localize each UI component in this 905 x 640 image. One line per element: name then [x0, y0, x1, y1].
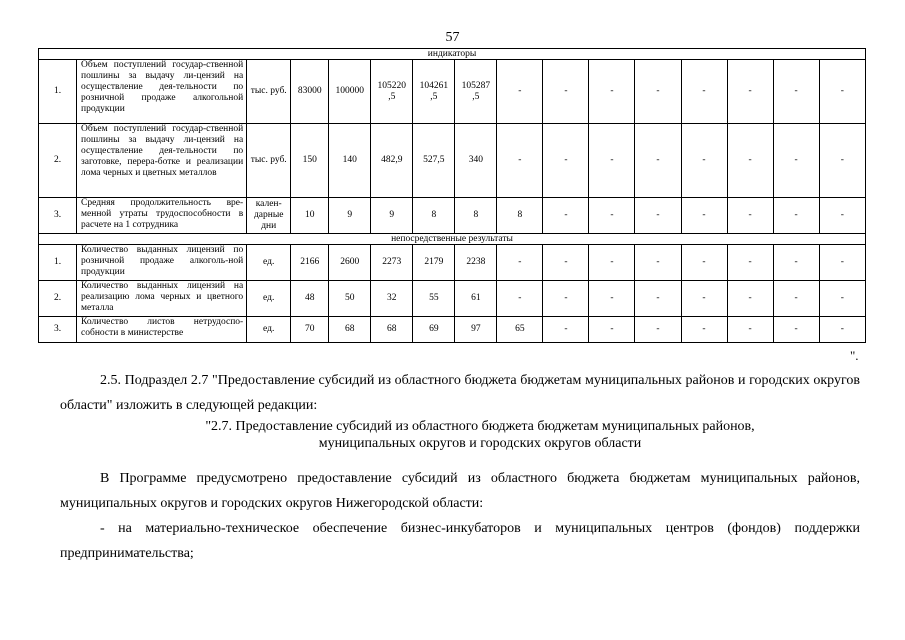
subsection-heading [180, 418, 780, 452]
value-cell: 70 [291, 317, 329, 343]
value-cell: - [773, 198, 819, 234]
value-cell: - [635, 317, 681, 343]
value-cell: - [543, 281, 589, 317]
indicators-table [38, 48, 866, 343]
value-cell: 9 [329, 198, 371, 234]
value-cell: - [543, 124, 589, 198]
value-cell: - [497, 281, 543, 317]
value-cell: - [819, 245, 865, 281]
value-cell: 68 [371, 317, 413, 343]
value-cell: - [589, 124, 635, 198]
row-number: 1. [39, 245, 77, 281]
paragraph-2-5: 2.5. Подраздел 2.7 "Предоставление субсидий из областного бюджета бюджетам муниципальных районов и городских округов области" изложить в следующей редакции: [60, 373, 860, 413]
value-cell: 68 [329, 317, 371, 343]
value-cell: - [819, 198, 865, 234]
value-cell: 482,9 [371, 124, 413, 198]
value-cell: - [635, 245, 681, 281]
section-indicators: индикаторы [39, 49, 866, 60]
paragraph-bullet-incubators: - на материально-техническое обеспечение бизнес-инкубаторов и муниципальных центров (фондов) поддержки предпринимательства; [60, 521, 860, 561]
value-cell: 50 [329, 281, 371, 317]
value-cell: 9 [371, 198, 413, 234]
quote-end: ". [850, 348, 859, 363]
value-cell: 2238 [455, 245, 497, 281]
value-cell: - [681, 317, 727, 343]
value-cell: - [819, 124, 865, 198]
value-cell: 527,5 [413, 124, 455, 198]
row-number: 2. [39, 281, 77, 317]
value-cell: 8 [413, 198, 455, 234]
value-cell: 104261 ,5 [413, 60, 455, 124]
value-cell: 32 [371, 281, 413, 317]
row-name: Объем поступлений государ-ственной пошлины за выдачу ли-цензий на осуществление дея-тельности по заготовке, перера-ботке и реализации лома черных и цветных металлов [77, 124, 247, 198]
value-cell: - [635, 60, 681, 124]
paragraph-program-subsidies: В Программе предусмотрено предоставление субсидий из областного бюджета бюджетам муниципальных районов, муниципальных округов и городских округов Нижегородской области: [60, 471, 860, 511]
value-cell: - [635, 198, 681, 234]
value-cell: - [773, 317, 819, 343]
section-results-row [39, 234, 866, 245]
row-number: 2. [39, 124, 77, 198]
value-cell: - [819, 317, 865, 343]
value-cell: - [589, 281, 635, 317]
table-row [39, 60, 866, 124]
value-cell: - [543, 317, 589, 343]
row-number: 1. [39, 60, 77, 124]
value-cell: - [497, 245, 543, 281]
row-unit: кален-дарные дни [247, 198, 291, 234]
value-cell: - [543, 245, 589, 281]
value-cell: 150 [291, 124, 329, 198]
value-cell: 8 [497, 198, 543, 234]
value-cell: 48 [291, 281, 329, 317]
row-name: Средняя продолжительность вре-менной утраты трудоспособности в расчете на 1 сотрудника [77, 198, 247, 234]
row-name: Количество листов нетрудоспо-собности в министерстве [77, 317, 247, 343]
section-results: непосредственные результаты [39, 234, 866, 245]
value-cell: 340 [455, 124, 497, 198]
value-cell: 2273 [371, 245, 413, 281]
value-cell: - [681, 281, 727, 317]
value-cell: - [727, 60, 773, 124]
value-cell: 69 [413, 317, 455, 343]
value-cell: - [727, 317, 773, 343]
value-cell: - [727, 281, 773, 317]
value-cell: - [773, 124, 819, 198]
value-cell: 83000 [291, 60, 329, 124]
value-cell: - [635, 281, 681, 317]
row-unit: тыс. руб. [247, 60, 291, 124]
row-name: Объем поступлений государ-ственной пошлины за выдачу ли-цензий на осуществление дея-тельности по розничной продаже алкогольной продукции [77, 60, 247, 124]
subsection-heading-line-1: "2.7. Предоставление субсидий из областного бюджета бюджетам муниципальных районов, [205, 419, 755, 434]
row-number: 3. [39, 317, 77, 343]
value-cell: 8 [455, 198, 497, 234]
row-unit: тыс. руб. [247, 124, 291, 198]
value-cell: - [681, 198, 727, 234]
value-cell: 100000 [329, 60, 371, 124]
value-cell: - [819, 281, 865, 317]
row-unit: ед. [247, 245, 291, 281]
value-cell: - [819, 60, 865, 124]
value-cell: 2179 [413, 245, 455, 281]
row-name: Количество выданных лицензий по розничной продаже алкоголь-ной продукции [77, 245, 247, 281]
value-cell: - [589, 245, 635, 281]
table-row [39, 317, 866, 343]
value-cell: - [681, 245, 727, 281]
value-cell: - [543, 198, 589, 234]
subsection-heading-line-2: муниципальных округов и городских округов области [318, 436, 642, 451]
value-cell: 105287 ,5 [455, 60, 497, 124]
table-row [39, 124, 866, 198]
row-number: 3. [39, 198, 77, 234]
table-row [39, 281, 866, 317]
value-cell: - [589, 60, 635, 124]
value-cell: 61 [455, 281, 497, 317]
value-cell: 65 [497, 317, 543, 343]
row-unit: ед. [247, 317, 291, 343]
value-cell: - [773, 281, 819, 317]
value-cell: - [589, 317, 635, 343]
value-cell: - [773, 245, 819, 281]
value-cell: 2166 [291, 245, 329, 281]
value-cell: - [681, 60, 727, 124]
value-cell: - [727, 245, 773, 281]
value-cell: 55 [413, 281, 455, 317]
row-unit: ед. [247, 281, 291, 317]
table-row [39, 245, 866, 281]
value-cell: 97 [455, 317, 497, 343]
value-cell: - [497, 124, 543, 198]
value-cell: - [727, 198, 773, 234]
value-cell: - [497, 60, 543, 124]
value-cell: 140 [329, 124, 371, 198]
table-row [39, 198, 866, 234]
value-cell: 2600 [329, 245, 371, 281]
value-cell: 10 [291, 198, 329, 234]
value-cell: - [635, 124, 681, 198]
section-indicators-row [39, 49, 866, 60]
value-cell: - [589, 198, 635, 234]
value-cell: - [543, 60, 589, 124]
table-body [39, 49, 866, 343]
value-cell: 105220 ,5 [371, 60, 413, 124]
value-cell: - [681, 124, 727, 198]
row-name: Количество выданных лицензий на реализацию лома черных и цветного металла [77, 281, 247, 317]
page-number: 57 [445, 30, 460, 45]
value-cell: - [727, 124, 773, 198]
value-cell: - [773, 60, 819, 124]
